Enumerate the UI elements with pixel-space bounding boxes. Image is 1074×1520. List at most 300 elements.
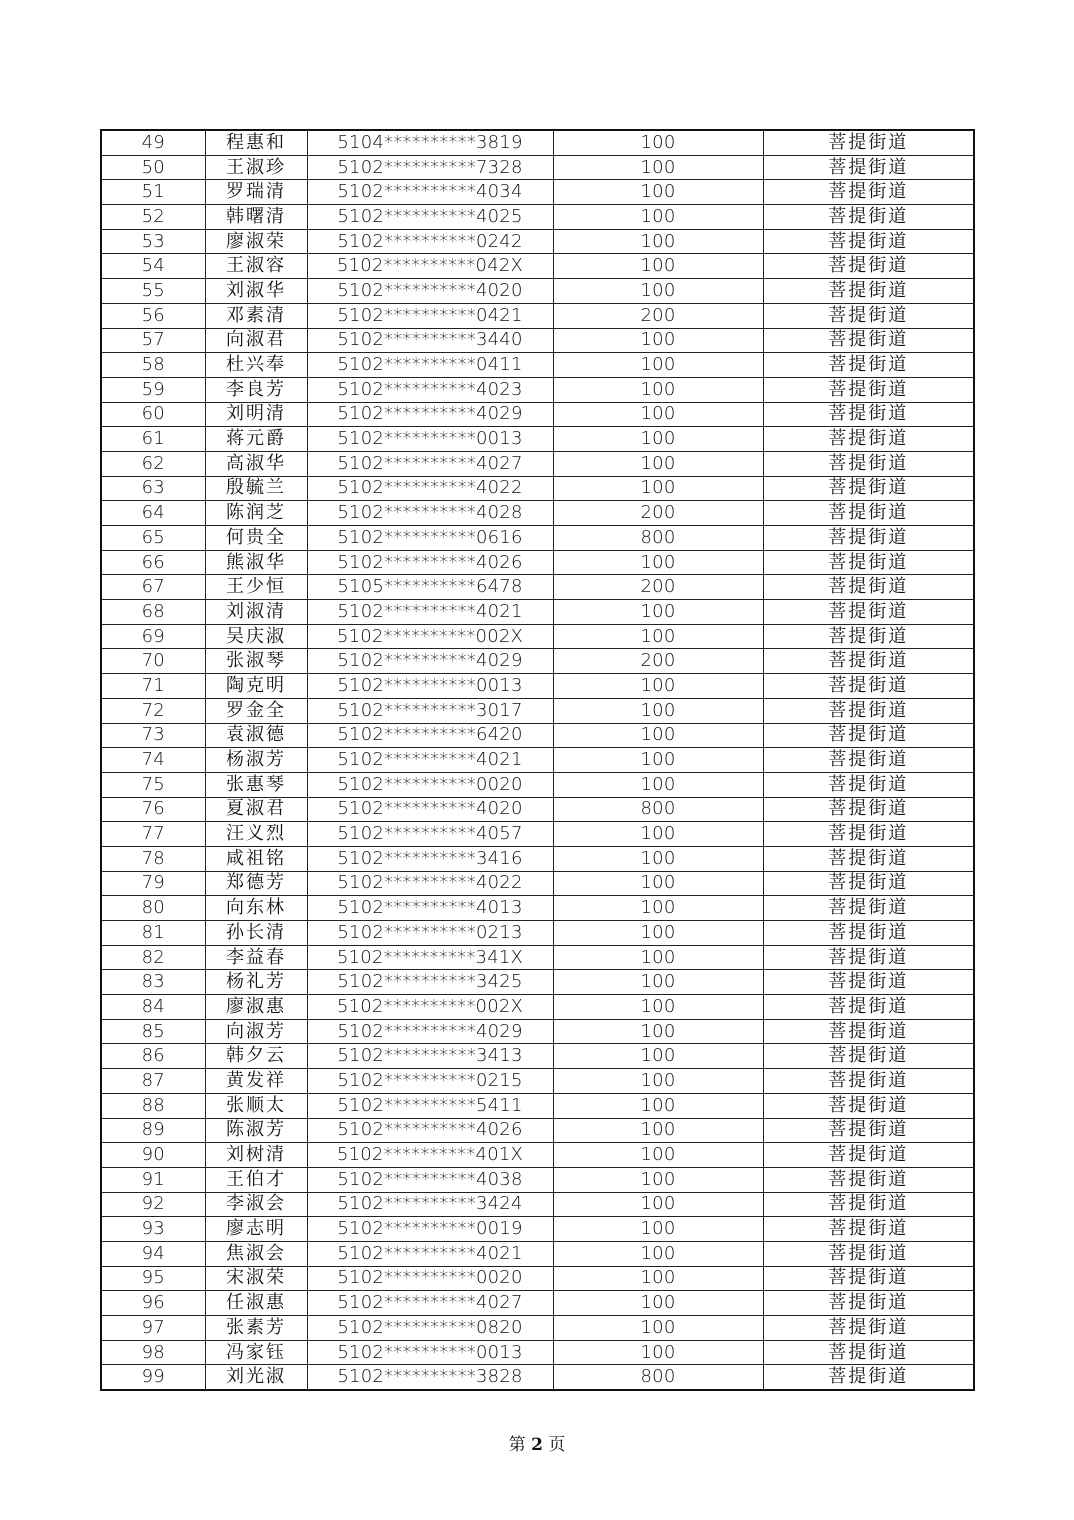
- id-number-cell: 5104**********3819: [307, 130, 553, 155]
- row-number-cell: 67: [101, 575, 205, 600]
- id-number-cell: 5102**********0019: [307, 1217, 553, 1242]
- amount-cell: 100: [553, 723, 763, 748]
- row-number-cell: 93: [101, 1217, 205, 1242]
- amount-cell: 100: [553, 1093, 763, 1118]
- name-cell: 宋淑荣: [205, 1266, 307, 1291]
- row-number-cell: 90: [101, 1143, 205, 1168]
- table-row: [101, 1365, 974, 1390]
- row-number-cell: 83: [101, 970, 205, 995]
- table-row: [101, 1266, 974, 1291]
- street-cell: 菩提街道: [763, 328, 974, 353]
- row-number-cell: 65: [101, 526, 205, 551]
- id-number-cell: 5102**********4034: [307, 180, 553, 205]
- id-number-cell: 5102**********0411: [307, 353, 553, 378]
- id-number-cell: 5102**********4026: [307, 1118, 553, 1143]
- table-row: [101, 674, 974, 699]
- page-footer: [0, 1430, 1074, 1455]
- street-cell: 菩提街道: [763, 896, 974, 921]
- name-cell: 杨礼芳: [205, 970, 307, 995]
- name-cell: 袁淑德: [205, 723, 307, 748]
- amount-cell: 800: [553, 797, 763, 822]
- name-cell: 廖志明: [205, 1217, 307, 1242]
- street-cell: 菩提街道: [763, 748, 974, 773]
- street-cell: 菩提街道: [763, 402, 974, 427]
- table-row: [101, 995, 974, 1020]
- row-number-cell: 71: [101, 674, 205, 699]
- table-row: [101, 1340, 974, 1365]
- amount-cell: 100: [553, 353, 763, 378]
- name-cell: 罗瑞清: [205, 180, 307, 205]
- street-cell: 菩提街道: [763, 1069, 974, 1094]
- name-cell: 向淑君: [205, 328, 307, 353]
- row-number-cell: 74: [101, 748, 205, 773]
- table-row: [101, 871, 974, 896]
- table-row: [101, 1044, 974, 1069]
- table-row: [101, 822, 974, 847]
- id-number-cell: 5102**********042X: [307, 254, 553, 279]
- name-cell: 熊淑华: [205, 550, 307, 575]
- amount-cell: 100: [553, 772, 763, 797]
- street-cell: 菩提街道: [763, 303, 974, 328]
- name-cell: 廖淑荣: [205, 229, 307, 254]
- amount-cell: 100: [553, 180, 763, 205]
- street-cell: 菩提街道: [763, 871, 974, 896]
- table-row: [101, 748, 974, 773]
- name-cell: 廖淑惠: [205, 995, 307, 1020]
- amount-cell: 100: [553, 1340, 763, 1365]
- name-cell: 邓素清: [205, 303, 307, 328]
- amount-cell: 100: [553, 1241, 763, 1266]
- id-number-cell: 5102**********3828: [307, 1365, 553, 1390]
- table-row: [101, 1118, 974, 1143]
- street-cell: 菩提街道: [763, 600, 974, 625]
- id-number-cell: 5102**********4020: [307, 797, 553, 822]
- table-row: [101, 723, 974, 748]
- table-row: [101, 624, 974, 649]
- name-cell: 夏淑君: [205, 797, 307, 822]
- street-cell: 菩提街道: [763, 649, 974, 674]
- name-cell: 黄发祥: [205, 1069, 307, 1094]
- row-number-cell: 91: [101, 1167, 205, 1192]
- row-number-cell: 95: [101, 1266, 205, 1291]
- table-row: [101, 945, 974, 970]
- page-label-prefix: 第: [508, 1435, 526, 1455]
- table-row: [101, 1217, 974, 1242]
- amount-cell: 200: [553, 501, 763, 526]
- table-row: [101, 1192, 974, 1217]
- id-number-cell: 5102**********0820: [307, 1316, 553, 1341]
- row-number-cell: 84: [101, 995, 205, 1020]
- amount-cell: 100: [553, 846, 763, 871]
- name-cell: 刘淑华: [205, 279, 307, 304]
- amount-cell: 100: [553, 921, 763, 946]
- street-cell: 菩提街道: [763, 797, 974, 822]
- amount-cell: 100: [553, 674, 763, 699]
- street-cell: 菩提街道: [763, 1266, 974, 1291]
- row-number-cell: 69: [101, 624, 205, 649]
- id-number-cell: 5102**********4027: [307, 451, 553, 476]
- table-row: [101, 353, 974, 378]
- id-number-cell: 5102**********3416: [307, 846, 553, 871]
- id-number-cell: 5102**********0013: [307, 674, 553, 699]
- amount-cell: 100: [553, 1044, 763, 1069]
- name-cell: 程惠和: [205, 130, 307, 155]
- row-number-cell: 78: [101, 846, 205, 871]
- amount-cell: 100: [553, 698, 763, 723]
- row-number-cell: 63: [101, 476, 205, 501]
- table-row: [101, 600, 974, 625]
- street-cell: 菩提街道: [763, 130, 974, 155]
- street-cell: 菩提街道: [763, 1143, 974, 1168]
- id-number-cell: 5102**********4028: [307, 501, 553, 526]
- name-cell: 殷毓兰: [205, 476, 307, 501]
- street-cell: 菩提街道: [763, 1044, 974, 1069]
- street-cell: 菩提街道: [763, 1316, 974, 1341]
- name-cell: 刘明清: [205, 402, 307, 427]
- table-row: [101, 846, 974, 871]
- name-cell: 蒋元爵: [205, 427, 307, 452]
- amount-cell: 100: [553, 945, 763, 970]
- row-number-cell: 92: [101, 1192, 205, 1217]
- table-row: [101, 303, 974, 328]
- street-cell: 菩提街道: [763, 155, 974, 180]
- name-cell: 杨淑芳: [205, 748, 307, 773]
- amount-cell: 100: [553, 451, 763, 476]
- row-number-cell: 50: [101, 155, 205, 180]
- id-number-cell: 5102**********0013: [307, 1340, 553, 1365]
- row-number-cell: 76: [101, 797, 205, 822]
- amount-cell: 100: [553, 1143, 763, 1168]
- row-number-cell: 53: [101, 229, 205, 254]
- row-number-cell: 81: [101, 921, 205, 946]
- table-row: [101, 501, 974, 526]
- street-cell: 菩提街道: [763, 550, 974, 575]
- street-cell: 菩提街道: [763, 772, 974, 797]
- street-cell: 菩提街道: [763, 180, 974, 205]
- row-number-cell: 96: [101, 1291, 205, 1316]
- street-cell: 菩提街道: [763, 921, 974, 946]
- table-row: [101, 921, 974, 946]
- amount-cell: 100: [553, 130, 763, 155]
- id-number-cell: 5102**********3424: [307, 1192, 553, 1217]
- id-number-cell: 5102**********0616: [307, 526, 553, 551]
- row-number-cell: 70: [101, 649, 205, 674]
- street-cell: 菩提街道: [763, 1019, 974, 1044]
- name-cell: 焦淑会: [205, 1241, 307, 1266]
- street-cell: 菩提街道: [763, 427, 974, 452]
- id-number-cell: 5102**********4021: [307, 748, 553, 773]
- id-number-cell: 5102**********0020: [307, 772, 553, 797]
- table-row: [101, 427, 974, 452]
- row-number-cell: 82: [101, 945, 205, 970]
- id-number-cell: 5102**********002X: [307, 995, 553, 1020]
- street-cell: 菩提街道: [763, 1192, 974, 1217]
- table-body: [101, 130, 974, 1390]
- amount-cell: 100: [553, 1316, 763, 1341]
- table-row: [101, 1069, 974, 1094]
- id-number-cell: 5102**********341X: [307, 945, 553, 970]
- id-number-cell: 5102**********4023: [307, 377, 553, 402]
- street-cell: 菩提街道: [763, 575, 974, 600]
- table-row: [101, 155, 974, 180]
- table-row: [101, 698, 974, 723]
- street-cell: 菩提街道: [763, 451, 974, 476]
- name-cell: 韩夕云: [205, 1044, 307, 1069]
- amount-cell: 200: [553, 575, 763, 600]
- id-number-cell: 5102**********7328: [307, 155, 553, 180]
- table-row: [101, 797, 974, 822]
- row-number-cell: 75: [101, 772, 205, 797]
- id-number-cell: 5102**********4022: [307, 476, 553, 501]
- amount-cell: 100: [553, 550, 763, 575]
- table-row: [101, 550, 974, 575]
- row-number-cell: 68: [101, 600, 205, 625]
- table-row: [101, 970, 974, 995]
- street-cell: 菩提街道: [763, 1340, 974, 1365]
- row-number-cell: 66: [101, 550, 205, 575]
- row-number-cell: 88: [101, 1093, 205, 1118]
- street-cell: 菩提街道: [763, 723, 974, 748]
- id-number-cell: 5102**********3440: [307, 328, 553, 353]
- amount-cell: 100: [553, 155, 763, 180]
- street-cell: 菩提街道: [763, 476, 974, 501]
- table-row: [101, 772, 974, 797]
- table-row: [101, 476, 974, 501]
- id-number-cell: 5102**********4026: [307, 550, 553, 575]
- id-number-cell: 5102**********0421: [307, 303, 553, 328]
- name-cell: 张素芳: [205, 1316, 307, 1341]
- row-number-cell: 89: [101, 1118, 205, 1143]
- name-cell: 汪义烈: [205, 822, 307, 847]
- table-row: [101, 328, 974, 353]
- street-cell: 菩提街道: [763, 945, 974, 970]
- table-row: [101, 402, 974, 427]
- page-label-suffix: 页: [548, 1435, 566, 1455]
- table-row: [101, 1241, 974, 1266]
- name-cell: 陈淑芳: [205, 1118, 307, 1143]
- name-cell: 吴庆淑: [205, 624, 307, 649]
- amount-cell: 100: [553, 1019, 763, 1044]
- id-number-cell: 5102**********4038: [307, 1167, 553, 1192]
- name-cell: 李良芳: [205, 377, 307, 402]
- id-number-cell: 5102**********4020: [307, 279, 553, 304]
- table-row: [101, 1291, 974, 1316]
- amount-cell: 100: [553, 279, 763, 304]
- row-number-cell: 57: [101, 328, 205, 353]
- table-row: [101, 1143, 974, 1168]
- id-number-cell: 5102**********4021: [307, 600, 553, 625]
- amount-cell: 100: [553, 205, 763, 230]
- street-cell: 菩提街道: [763, 377, 974, 402]
- name-cell: 孙长清: [205, 921, 307, 946]
- recipient-table-container: [100, 129, 973, 1391]
- street-cell: 菩提街道: [763, 279, 974, 304]
- table-row: [101, 229, 974, 254]
- name-cell: 任淑惠: [205, 1291, 307, 1316]
- row-number-cell: 51: [101, 180, 205, 205]
- amount-cell: 100: [553, 748, 763, 773]
- id-number-cell: 5102**********4013: [307, 896, 553, 921]
- name-cell: 王伯才: [205, 1167, 307, 1192]
- row-number-cell: 56: [101, 303, 205, 328]
- row-number-cell: 55: [101, 279, 205, 304]
- row-number-cell: 59: [101, 377, 205, 402]
- street-cell: 菩提街道: [763, 1093, 974, 1118]
- amount-cell: 100: [553, 624, 763, 649]
- row-number-cell: 54: [101, 254, 205, 279]
- table-row: [101, 279, 974, 304]
- table-row: [101, 377, 974, 402]
- row-number-cell: 86: [101, 1044, 205, 1069]
- table-row: [101, 254, 974, 279]
- row-number-cell: 80: [101, 896, 205, 921]
- amount-cell: 800: [553, 1365, 763, 1390]
- name-cell: 何贵全: [205, 526, 307, 551]
- amount-cell: 100: [553, 476, 763, 501]
- name-cell: 张惠琴: [205, 772, 307, 797]
- name-cell: 咸祖铭: [205, 846, 307, 871]
- name-cell: 郑德芳: [205, 871, 307, 896]
- amount-cell: 100: [553, 427, 763, 452]
- table-row: [101, 180, 974, 205]
- amount-cell: 100: [553, 1118, 763, 1143]
- street-cell: 菩提街道: [763, 624, 974, 649]
- name-cell: 王淑容: [205, 254, 307, 279]
- name-cell: 刘树清: [205, 1143, 307, 1168]
- amount-cell: 200: [553, 303, 763, 328]
- table-row: [101, 205, 974, 230]
- id-number-cell: 5102**********4057: [307, 822, 553, 847]
- street-cell: 菩提街道: [763, 1291, 974, 1316]
- street-cell: 菩提街道: [763, 526, 974, 551]
- row-number-cell: 98: [101, 1340, 205, 1365]
- amount-cell: 100: [553, 995, 763, 1020]
- id-number-cell: 5102**********6420: [307, 723, 553, 748]
- name-cell: 向东林: [205, 896, 307, 921]
- street-cell: 菩提街道: [763, 1241, 974, 1266]
- id-number-cell: 5102**********0215: [307, 1069, 553, 1094]
- street-cell: 菩提街道: [763, 501, 974, 526]
- id-number-cell: 5102**********0213: [307, 921, 553, 946]
- id-number-cell: 5102**********3425: [307, 970, 553, 995]
- amount-cell: 100: [553, 600, 763, 625]
- table-row: [101, 896, 974, 921]
- street-cell: 菩提街道: [763, 1118, 974, 1143]
- id-number-cell: 5105**********6478: [307, 575, 553, 600]
- amount-cell: 100: [553, 1217, 763, 1242]
- street-cell: 菩提街道: [763, 1365, 974, 1390]
- street-cell: 菩提街道: [763, 229, 974, 254]
- id-number-cell: 5102**********4027: [307, 1291, 553, 1316]
- amount-cell: 100: [553, 229, 763, 254]
- street-cell: 菩提街道: [763, 1167, 974, 1192]
- name-cell: 张淑琴: [205, 649, 307, 674]
- name-cell: 刘光淑: [205, 1365, 307, 1390]
- amount-cell: 100: [553, 328, 763, 353]
- id-number-cell: 5102**********5411: [307, 1093, 553, 1118]
- row-number-cell: 62: [101, 451, 205, 476]
- row-number-cell: 77: [101, 822, 205, 847]
- street-cell: 菩提街道: [763, 674, 974, 699]
- name-cell: 陈润芝: [205, 501, 307, 526]
- name-cell: 李淑会: [205, 1192, 307, 1217]
- amount-cell: 100: [553, 970, 763, 995]
- id-number-cell: 5102**********4021: [307, 1241, 553, 1266]
- row-number-cell: 73: [101, 723, 205, 748]
- table-row: [101, 526, 974, 551]
- street-cell: 菩提街道: [763, 698, 974, 723]
- name-cell: 向淑芳: [205, 1019, 307, 1044]
- amount-cell: 100: [553, 896, 763, 921]
- amount-cell: 100: [553, 1266, 763, 1291]
- amount-cell: 100: [553, 254, 763, 279]
- id-number-cell: 5102**********0013: [307, 427, 553, 452]
- table-row: [101, 649, 974, 674]
- row-number-cell: 97: [101, 1316, 205, 1341]
- id-number-cell: 5102**********3017: [307, 698, 553, 723]
- amount-cell: 100: [553, 871, 763, 896]
- table-row: [101, 1316, 974, 1341]
- name-cell: 张顺太: [205, 1093, 307, 1118]
- id-number-cell: 5102**********4029: [307, 649, 553, 674]
- name-cell: 韩曙清: [205, 205, 307, 230]
- name-cell: 陶克明: [205, 674, 307, 699]
- amount-cell: 100: [553, 1167, 763, 1192]
- name-cell: 李益春: [205, 945, 307, 970]
- row-number-cell: 94: [101, 1241, 205, 1266]
- street-cell: 菩提街道: [763, 995, 974, 1020]
- id-number-cell: 5102**********4029: [307, 1019, 553, 1044]
- street-cell: 菩提街道: [763, 846, 974, 871]
- table-row: [101, 130, 974, 155]
- table-row: [101, 1093, 974, 1118]
- row-number-cell: 87: [101, 1069, 205, 1094]
- row-number-cell: 58: [101, 353, 205, 378]
- recipient-table: [100, 129, 975, 1391]
- street-cell: 菩提街道: [763, 205, 974, 230]
- row-number-cell: 79: [101, 871, 205, 896]
- row-number-cell: 85: [101, 1019, 205, 1044]
- name-cell: 刘淑清: [205, 600, 307, 625]
- name-cell: 冯家钰: [205, 1340, 307, 1365]
- street-cell: 菩提街道: [763, 822, 974, 847]
- name-cell: 罗金全: [205, 698, 307, 723]
- street-cell: 菩提街道: [763, 353, 974, 378]
- row-number-cell: 61: [101, 427, 205, 452]
- table-row: [101, 1167, 974, 1192]
- row-number-cell: 60: [101, 402, 205, 427]
- row-number-cell: 49: [101, 130, 205, 155]
- table-row: [101, 451, 974, 476]
- row-number-cell: 52: [101, 205, 205, 230]
- amount-cell: 100: [553, 1192, 763, 1217]
- id-number-cell: 5102**********0242: [307, 229, 553, 254]
- id-number-cell: 5102**********401X: [307, 1143, 553, 1168]
- id-number-cell: 5102**********4029: [307, 402, 553, 427]
- amount-cell: 200: [553, 649, 763, 674]
- amount-cell: 100: [553, 1291, 763, 1316]
- row-number-cell: 64: [101, 501, 205, 526]
- id-number-cell: 5102**********002X: [307, 624, 553, 649]
- name-cell: 高淑华: [205, 451, 307, 476]
- name-cell: 王少恒: [205, 575, 307, 600]
- row-number-cell: 99: [101, 1365, 205, 1390]
- street-cell: 菩提街道: [763, 1217, 974, 1242]
- amount-cell: 100: [553, 1069, 763, 1094]
- street-cell: 菩提街道: [763, 970, 974, 995]
- street-cell: 菩提街道: [763, 254, 974, 279]
- id-number-cell: 5102**********0020: [307, 1266, 553, 1291]
